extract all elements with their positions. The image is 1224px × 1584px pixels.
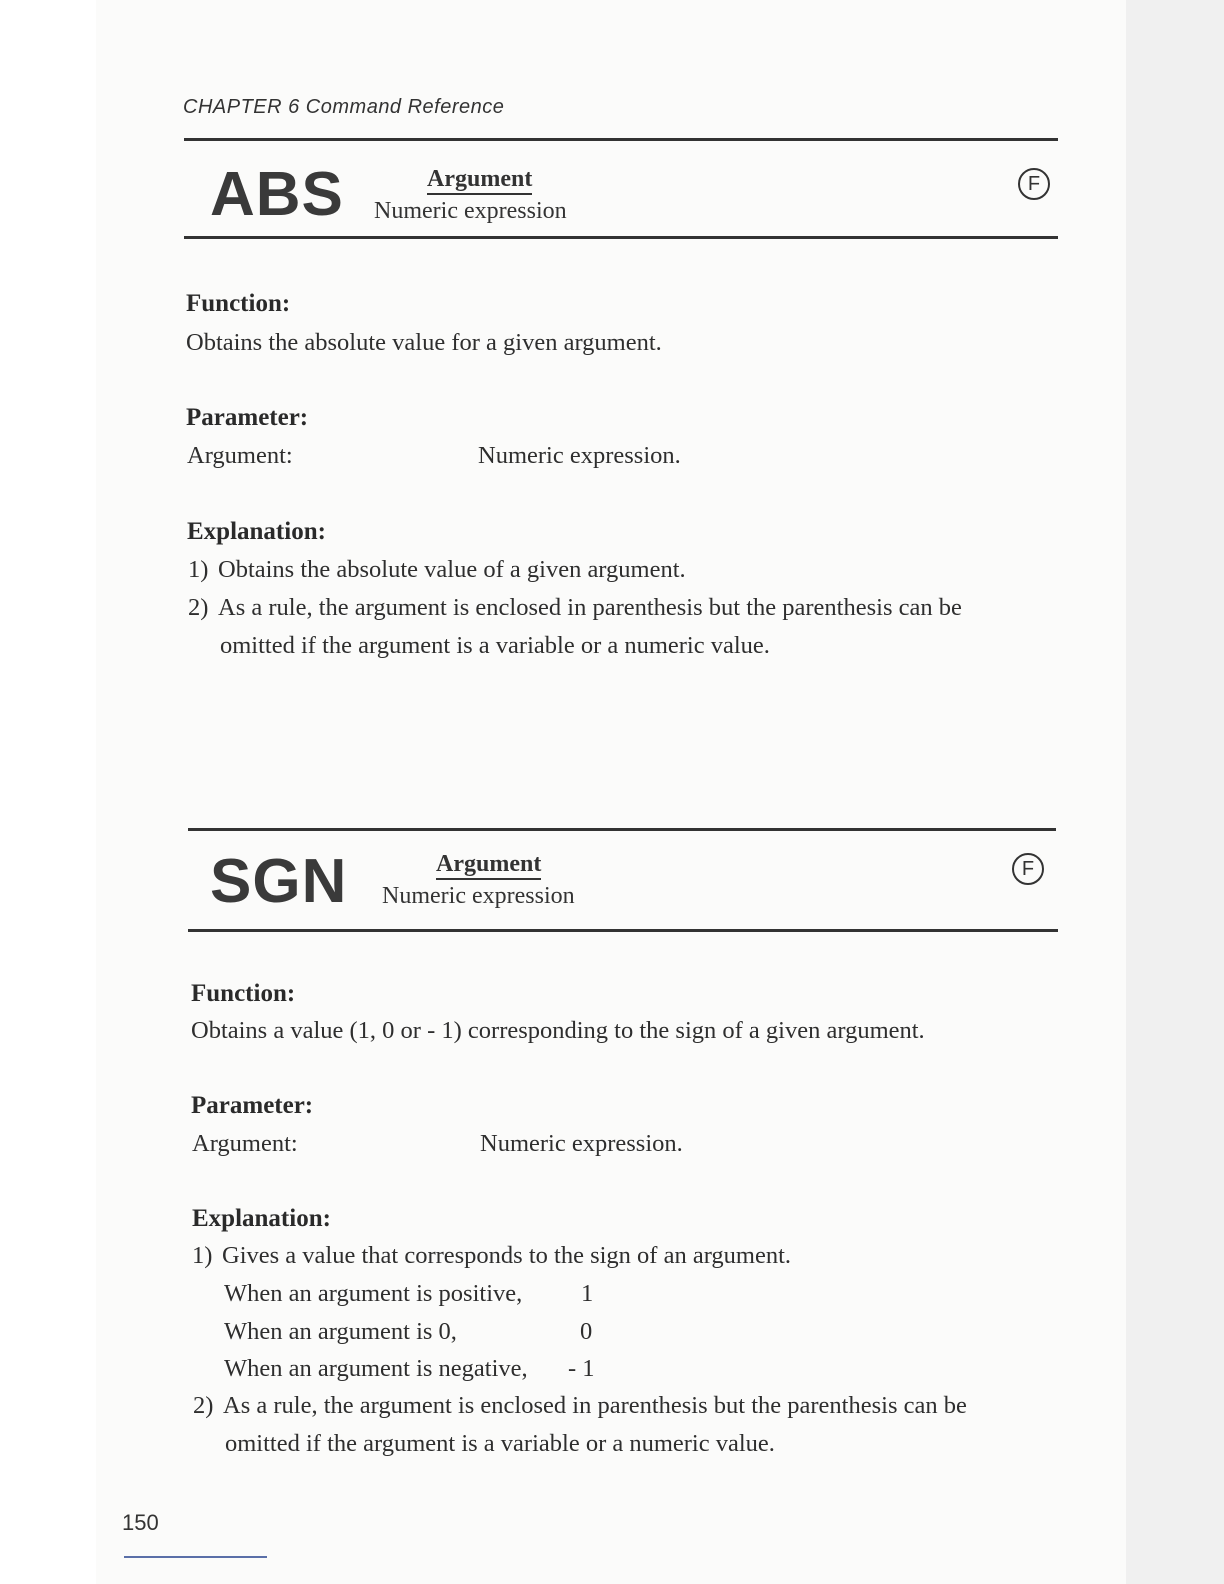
item-number: 1) [188, 556, 209, 583]
page-edge [1126, 0, 1224, 1584]
function-mark-icon: F [1012, 853, 1044, 885]
item-text: Obtains the absolute value of a given argument. [218, 556, 686, 583]
sign-case-label: When an argument is 0, [224, 1318, 457, 1345]
abs-explanation-heading: Explanation: [187, 518, 326, 545]
sgn-parameter-value: Numeric expression. [480, 1130, 683, 1157]
abs-bottom-rule [184, 236, 1058, 239]
sgn-explanation-item [193, 1387, 1073, 1463]
abs-parameter-label: Argument: [187, 442, 293, 469]
sign-case-value: 1 [581, 1280, 594, 1307]
sign-case-value: 0 [580, 1318, 593, 1345]
sign-case-label: When an argument is positive, [224, 1280, 523, 1307]
item-text: As a rule, the argument is enclosed in parenthesis but the parenthesis can be [218, 594, 962, 621]
sgn-function-text: Obtains a value (1, 0 or - 1) corresponding to the sign of a given argument. [191, 1017, 925, 1044]
abs-function-heading: Function: [186, 290, 291, 317]
sgn-parameter-label: Argument: [192, 1130, 298, 1157]
sgn-argument-description: Numeric expression [382, 883, 575, 909]
item-number: 1) [192, 1242, 213, 1269]
abs-function-text: Obtains the absolute value for a given argument. [186, 329, 662, 356]
item-text-continued: omitted if the argument is a variable or a numeric value. [220, 632, 770, 659]
sgn-explanation-item [192, 1242, 791, 1270]
abs-parameter-value: Numeric expression. [478, 442, 681, 469]
sgn-top-rule [188, 828, 1056, 831]
footer-line [124, 1556, 267, 1558]
function-mark-icon: F [1018, 168, 1050, 200]
sign-case-value: - 1 [568, 1355, 595, 1382]
abs-argument-description: Numeric expression [374, 198, 567, 224]
item-text: Gives a value that corresponds to the sign of an argument. [222, 1242, 792, 1269]
item-number: 2) [193, 1392, 214, 1419]
sgn-argument-heading: Argument [436, 851, 541, 880]
item-text: As a rule, the argument is enclosed in parenthesis but the parenthesis can be [223, 1392, 967, 1419]
item-text-continued: omitted if the argument is a variable or a numeric value. [225, 1430, 775, 1457]
sgn-function-heading: Function: [191, 980, 296, 1007]
sgn-bottom-rule [188, 929, 1058, 932]
sgn-explanation-heading: Explanation: [192, 1205, 331, 1232]
page-number: 150 [122, 1510, 159, 1535]
sign-case-label: When an argument is negative, [224, 1355, 528, 1382]
abs-keyword: ABS [210, 160, 344, 229]
abs-argument-heading: Argument [427, 166, 532, 195]
chapter-header: CHAPTER 6 Command Reference [183, 96, 505, 118]
abs-top-rule [184, 138, 1058, 141]
item-number: 2) [188, 594, 209, 621]
abs-explanation-item [188, 589, 1068, 665]
sgn-keyword: SGN [210, 847, 348, 916]
abs-explanation-item [188, 556, 686, 584]
sgn-parameter-heading: Parameter: [191, 1092, 314, 1119]
abs-parameter-heading: Parameter: [186, 404, 309, 431]
